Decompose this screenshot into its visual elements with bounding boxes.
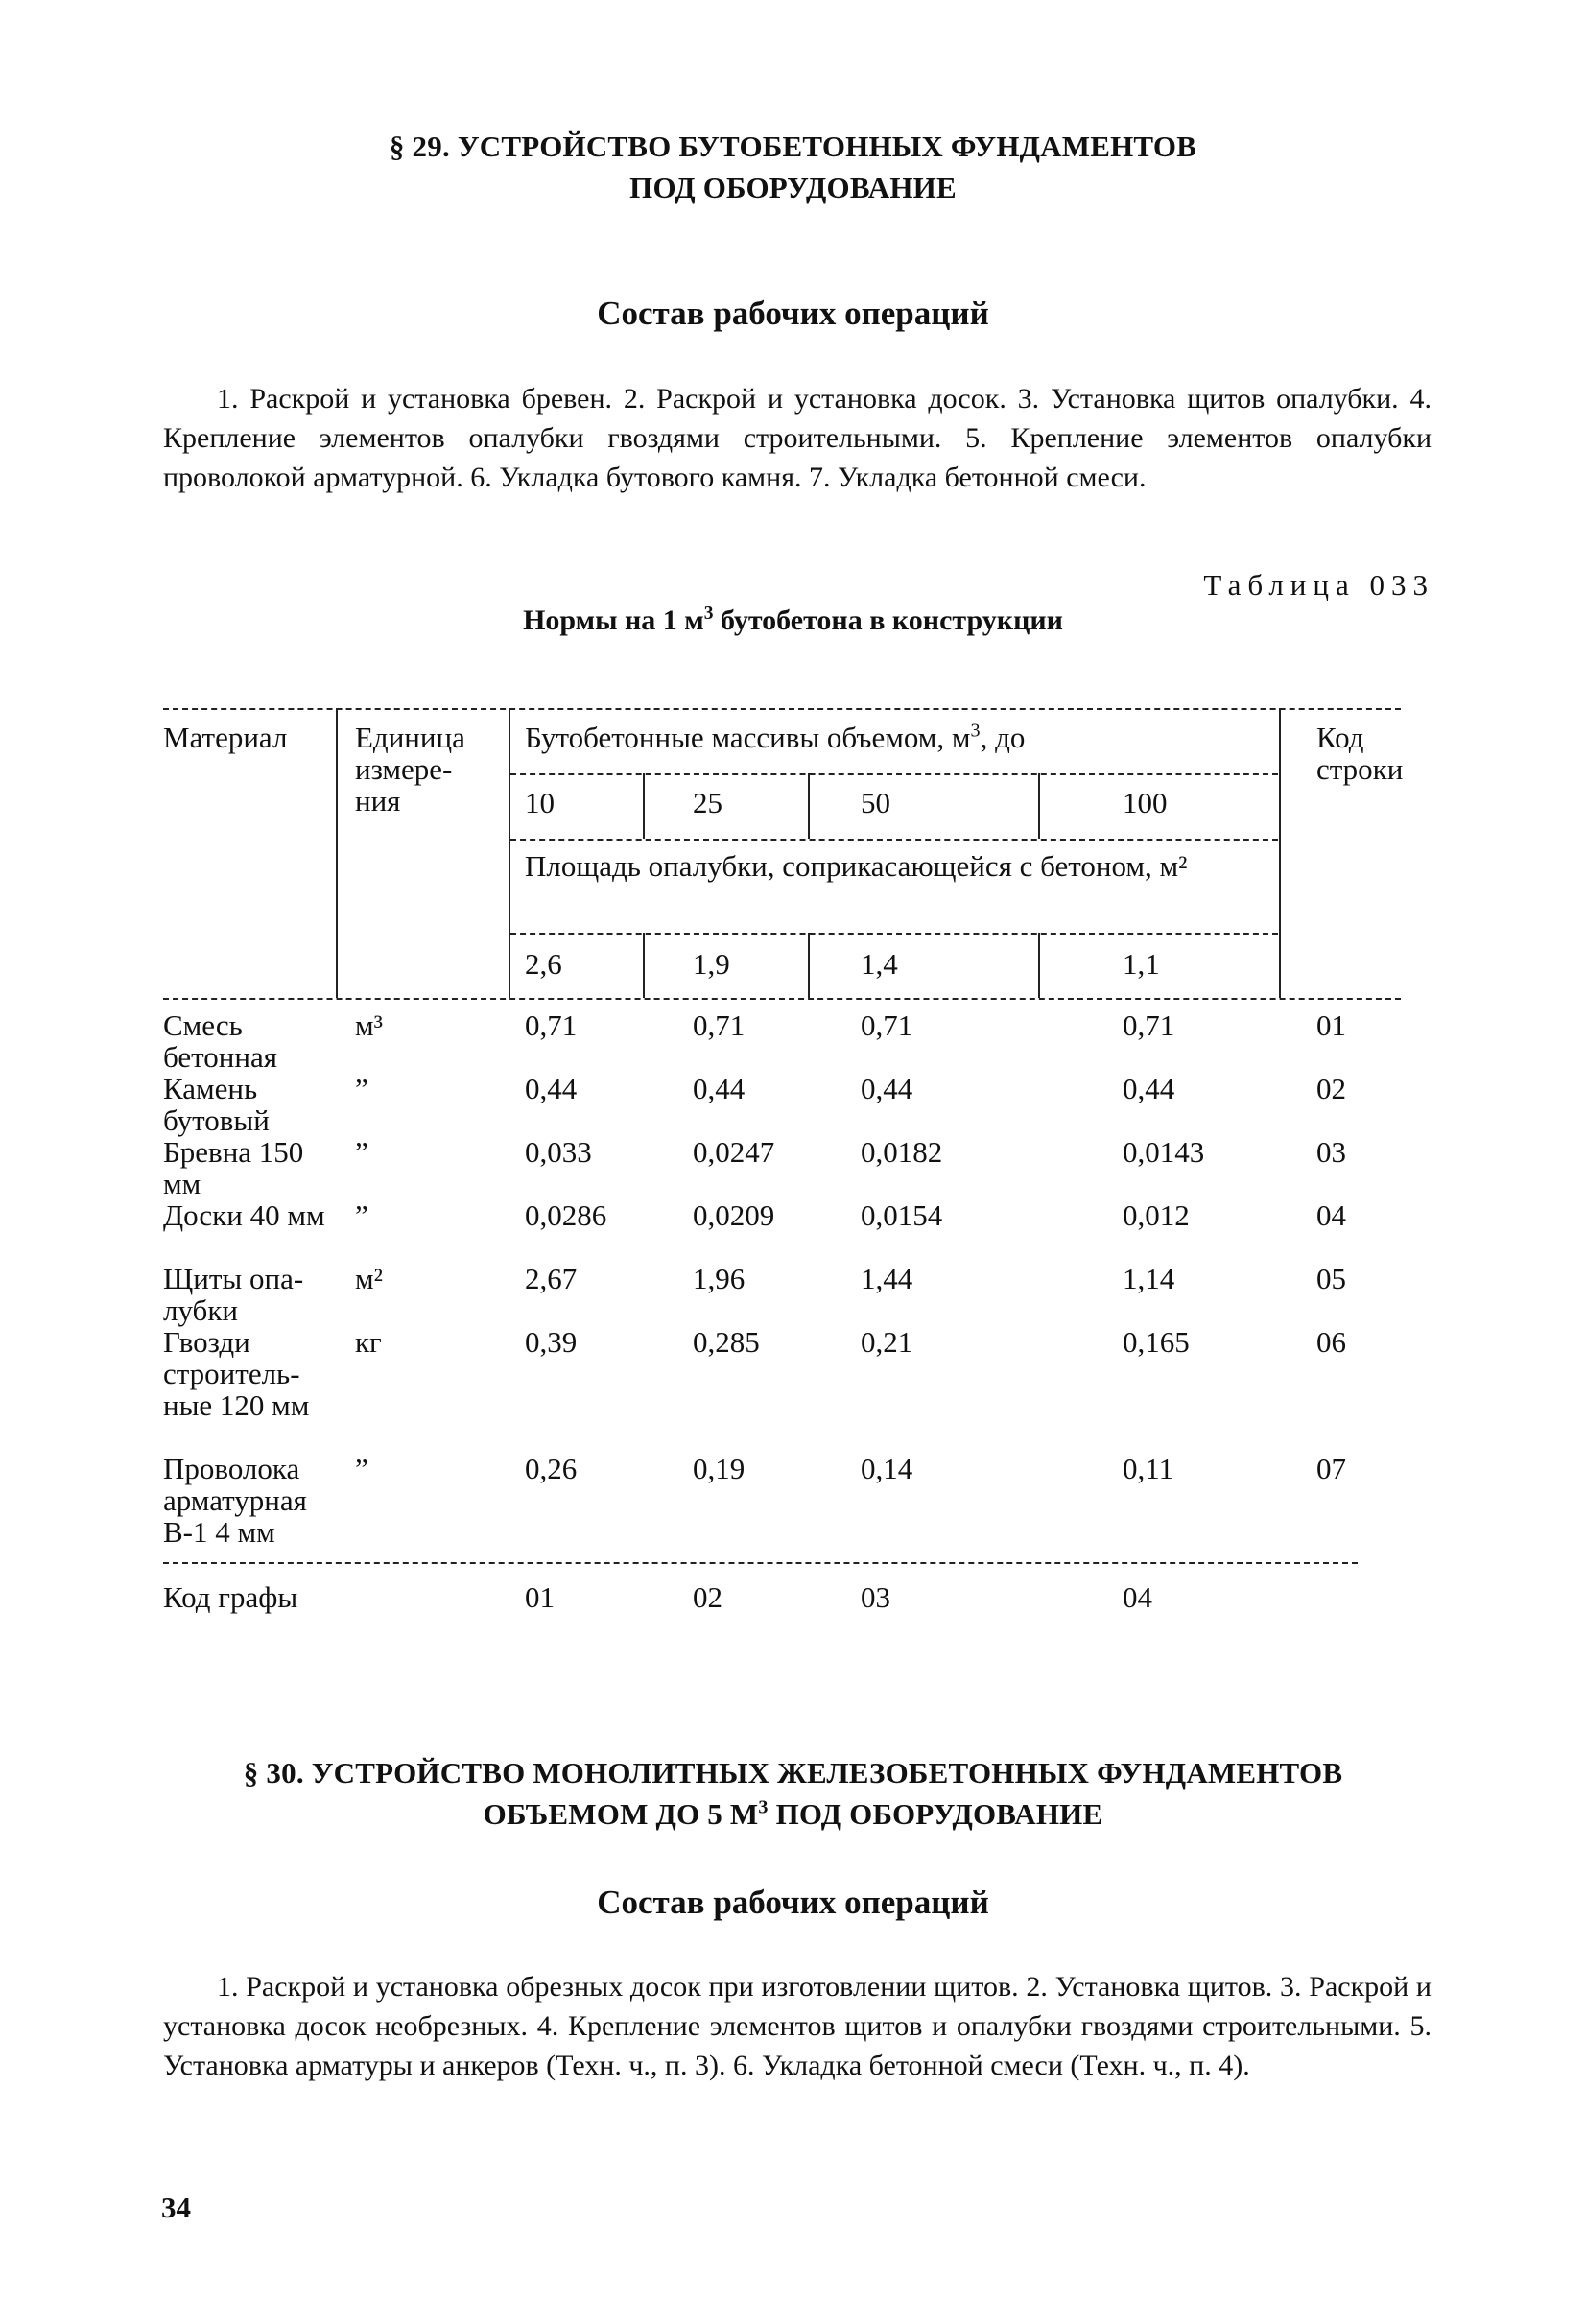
row-1-material: Смесь бетонная: [163, 1008, 277, 1074]
row-3-value-1: 0,033: [525, 1135, 592, 1169]
section-29-ops-text: 1. Раскрой и установка бревен. 2. Раскрой и установка досок. 3. Установка щитов опалубки. 4. Крепление элементов опалубки гвоздями строительными. 5. Крепление элементов опалубки проволокой арматурной. 6. Укладка бутового камня. 7. Укладка бетонной смеси.: [163, 383, 1432, 493]
row-2-code: 02: [1316, 1072, 1346, 1105]
table-rule-area-top: [510, 839, 1278, 841]
row-4-material: Доски 40 мм: [163, 1198, 325, 1232]
footer-code-4: 04: [1123, 1580, 1152, 1614]
row-7-value-1: 0,26: [525, 1452, 578, 1485]
row-6-unit: кг: [355, 1325, 382, 1359]
table-top-rule: [163, 708, 1401, 710]
row-2-value-1: 0,44: [525, 1072, 578, 1105]
footer-code-1: 01: [525, 1580, 555, 1614]
row-6-value-4: 0,165: [1123, 1325, 1190, 1359]
table-vline-v2: [808, 773, 810, 839]
header-area-label: Площадь опалубки, соприкасающейся с бетоном, м²: [525, 849, 1188, 883]
row-1-value-2: 0,71: [693, 1008, 746, 1042]
row-7-material: Проволока арматурная В-1 4 мм: [163, 1452, 307, 1549]
table-vline-a2: [808, 933, 810, 998]
header-volumes: Бутобетонные массивы объемом, $м^3$, до: [525, 720, 1026, 754]
row-5-value-1: 2,67: [525, 1262, 578, 1295]
section-30-ops-heading: Состав рабочих операций: [597, 1884, 989, 1921]
header-area-2: 1,9: [693, 947, 730, 981]
row-1-unit: м³: [355, 1008, 383, 1042]
table-title: Нормы на 1 $м^3$ бутобетона в конструкции: [523, 604, 1063, 636]
section-29-title-line2: ПОД ОБОРУДОВАНИЕ: [629, 171, 957, 204]
page-number: 34: [161, 2191, 191, 2224]
table-rule-area-bottom: [510, 933, 1278, 935]
row-7-value-2: 0,19: [693, 1452, 746, 1485]
section-30-title-line1: § 30. УСТРОЙСТВО МОНОЛИТНЫХ ЖЕЛЕЗОБЕТОННЫХ ФУНДАМЕНТОВ: [243, 1756, 1343, 1790]
row-2-value-4: 0,44: [1123, 1072, 1175, 1105]
row-5-code: 05: [1316, 1262, 1346, 1295]
table-header-bottom-rule: [163, 998, 1401, 1000]
section-29-ops-heading: Состав рабочих операций: [597, 295, 989, 332]
row-3-value-2: 0,0247: [693, 1135, 775, 1169]
table-vline-volumes: [509, 708, 510, 998]
section-30-title-line2: ОБЪЕМОМ ДО 5 $М^3$ ПОД ОБОРУДОВАНИЕ: [483, 1796, 1103, 1831]
row-4-unit: ”: [355, 1198, 368, 1232]
section-29-title-line1: § 29. УСТРОЙСТВО БУТОБЕТОННЫХ ФУНДАМЕНТОВ: [389, 130, 1197, 163]
row-2-unit: ”: [355, 1072, 368, 1105]
row-3-value-3: 0,0182: [861, 1135, 943, 1169]
table-vline-code: [1279, 708, 1281, 998]
row-5-material: Щиты опа-лубки: [163, 1262, 304, 1327]
row-5-unit: м²: [355, 1262, 383, 1295]
row-5-value-4: 1,14: [1123, 1262, 1175, 1295]
row-6-code: 06: [1316, 1325, 1346, 1359]
table-vline-a3: [1038, 933, 1040, 998]
row-7-unit: ”: [355, 1452, 368, 1485]
footer-code-2: 02: [693, 1580, 722, 1614]
section-30-ops-text: 1. Раскрой и установка обрезных досок при изготовлении щитов. 2. Установка щитов. 3. Раскрой и установка досок необрезных. 4. Крепление элементов щитов и опалубки гвоздями строительными. 5. Установка арматуры и анкеров (Техн. ч., п. 3). 6. Укладка бетонной смеси (Техн. ч., п. 4).: [163, 1971, 1432, 2081]
table-vline-unit: [336, 708, 338, 998]
footer-code-3: 03: [861, 1580, 890, 1614]
header-area-4: 1,1: [1123, 947, 1160, 981]
row-2-material: Камень бутовый: [163, 1072, 270, 1137]
row-5-value-3: 1,44: [861, 1262, 913, 1295]
header-unit: Единица измере-ния: [355, 721, 465, 818]
row-6-value-3: 0,21: [861, 1325, 913, 1359]
row-2-value-2: 0,44: [693, 1072, 746, 1105]
row-2-value-3: 0,44: [861, 1072, 913, 1105]
header-volume-2: 25: [693, 786, 722, 819]
row-6-material: Гвозди строитель-ные 120 мм: [163, 1325, 310, 1422]
row-1-value-1: 0,71: [525, 1008, 578, 1042]
table-label: Таблица 033: [1203, 568, 1434, 602]
table-footer-rule: [163, 1562, 1358, 1564]
row-6-value-2: 0,285: [693, 1325, 760, 1359]
table-vline-v3: [1038, 773, 1040, 839]
row-3-material: Бревна 150 мм: [163, 1135, 304, 1200]
header-volume-4: 100: [1123, 786, 1168, 819]
row-7-value-3: 0,14: [861, 1452, 913, 1485]
header-area-1: 2,6: [525, 947, 562, 981]
row-1-value-3: 0,71: [861, 1008, 913, 1042]
table-vline-a1: [643, 933, 645, 998]
header-code: Код строки: [1316, 721, 1404, 786]
row-4-value-3: 0,0154: [861, 1198, 943, 1232]
row-1-value-4: 0,71: [1123, 1008, 1175, 1042]
header-volume-3: 50: [861, 786, 890, 819]
row-1-code: 01: [1316, 1008, 1346, 1042]
row-3-code: 03: [1316, 1135, 1346, 1169]
row-5-value-2: 1,96: [693, 1262, 746, 1295]
header-area-3: 1,4: [861, 947, 898, 981]
row-4-value-4: 0,012: [1123, 1198, 1190, 1232]
row-4-value-2: 0,0209: [693, 1198, 775, 1232]
row-3-value-4: 0,0143: [1123, 1135, 1205, 1169]
row-7-value-4: 0,11: [1123, 1452, 1174, 1485]
row-4-value-1: 0,0286: [525, 1198, 607, 1232]
row-7-code: 07: [1316, 1452, 1346, 1485]
footer-label: Код графы: [163, 1580, 298, 1614]
row-4-code: 04: [1316, 1198, 1346, 1232]
header-volume-1: 10: [525, 786, 555, 819]
table-rule-volumes: [510, 773, 1278, 775]
table-vline-v1: [643, 773, 645, 839]
row-6-value-1: 0,39: [525, 1325, 578, 1359]
row-3-unit: ”: [355, 1135, 368, 1169]
header-material: Материал: [163, 721, 288, 754]
